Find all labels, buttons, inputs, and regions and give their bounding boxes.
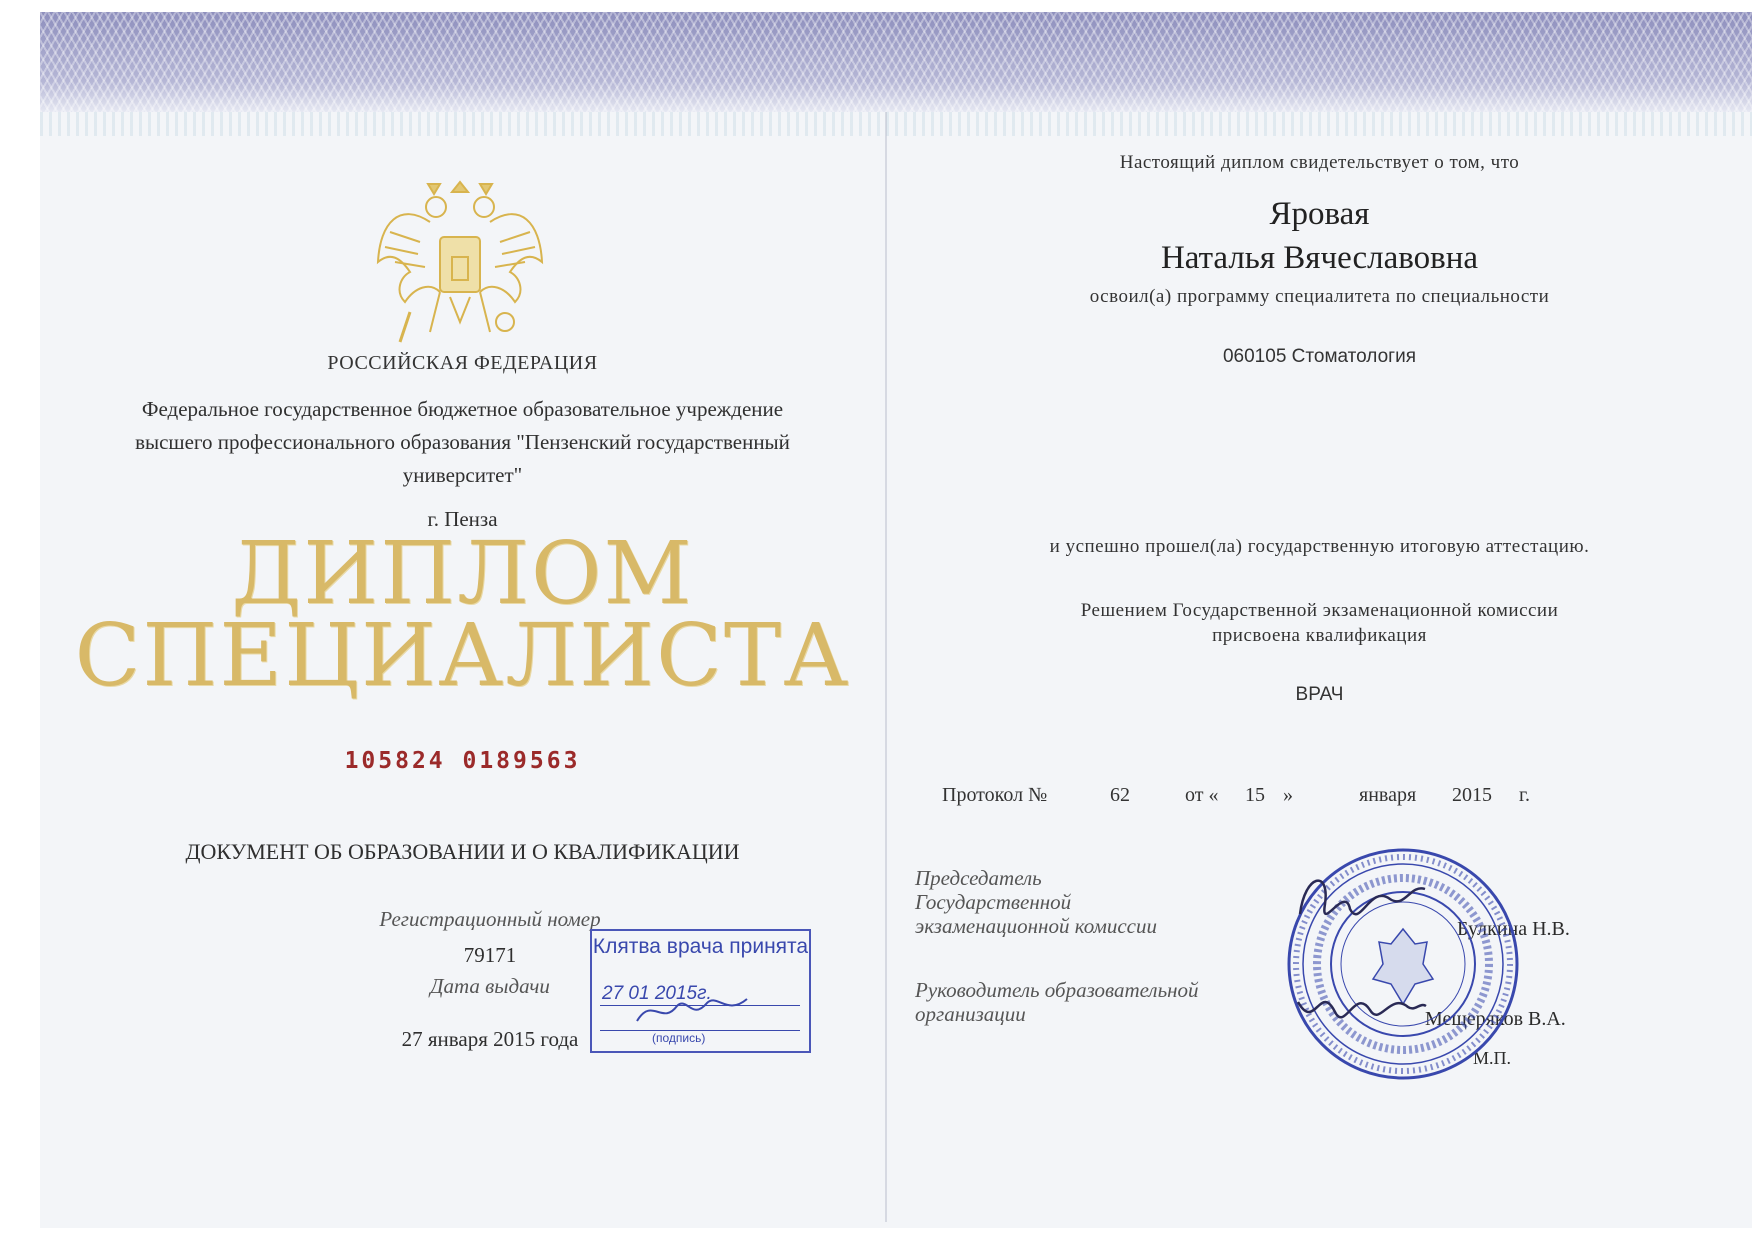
coat-of-arms-emblem-icon	[370, 162, 550, 352]
institution-line-1: Федеральное государственное бюджетное образовательное учреждение	[141, 397, 784, 421]
protocol-month: января	[1359, 784, 1417, 806]
issue-date: 27 января 2015 года	[401, 1027, 579, 1051]
document-type: ДОКУМЕНТ ОБ ОБРАЗОВАНИИ И О КВАЛИФИКАЦИИ	[185, 839, 740, 864]
head-name: Мещеряков В.А.	[1425, 1008, 1566, 1030]
decorative-border-band	[40, 12, 1752, 112]
serial-number: 105824 0189563	[344, 748, 581, 774]
qualification: ВРАЧ	[1295, 684, 1344, 705]
graduate-surname: Яровая	[1269, 196, 1370, 232]
left-page	[40, 112, 885, 1222]
chair-title-line-2: Государственной	[915, 890, 1072, 914]
diploma-title-line-1: ДИПЛОМ	[231, 524, 694, 624]
program-text: освоил(а) программу специалитета по специальности	[1089, 286, 1550, 307]
protocol-close-quote: »	[1283, 784, 1293, 806]
stamp-date: 27 01 2015г.	[602, 983, 712, 1004]
stamp-header: Клятва врача принята	[592, 935, 809, 958]
chair-title-line-1: Председатель	[915, 866, 1042, 890]
certification-intro: Настоящий диплом свидетельствует о том, что	[1119, 152, 1520, 173]
decision-line-2: присвоена квалификация	[1212, 625, 1427, 646]
head-signature-icon	[1290, 972, 1430, 1052]
head-title-line-1: Руководитель образовательной	[915, 978, 1199, 1002]
diploma-document	[40, 12, 1752, 1228]
decision-line-1: Решением Государственной экзаменационной комиссии	[1080, 600, 1559, 621]
oath-stamp	[590, 929, 811, 1053]
chair-name: Булкина Н.В.	[1457, 918, 1570, 940]
stamp-signature-caption: (подпись)	[652, 1031, 706, 1045]
institution-line-3: университет"	[402, 463, 523, 487]
head-title-line-2: организации	[915, 1002, 1026, 1026]
country-name: РОССИЙСКАЯ ФЕДЕРАЦИЯ	[327, 352, 598, 374]
registration-number: 79171	[463, 943, 517, 967]
issue-date-label: Дата выдачи	[430, 974, 550, 998]
institution-line-2: высшего профессионального образования "Пензенский государственный	[135, 430, 790, 454]
diploma-title-line-2: СПЕЦИАЛИСТА	[74, 606, 851, 706]
specialty: 060105 Стоматология	[1222, 346, 1416, 367]
chair-title-line-3: экзаменационной комиссии	[915, 914, 1157, 938]
graduate-name: Наталья Вячеславовна	[1160, 240, 1479, 276]
attestation-text: и успешно прошел(ла) государственную итоговую аттестацию.	[1049, 536, 1590, 557]
protocol-line	[887, 784, 1752, 814]
protocol-from-label: от «	[1185, 784, 1219, 806]
seal-place-mark: М.П.	[1473, 1048, 1512, 1068]
protocol-year: 2015	[1452, 784, 1492, 806]
protocol-year-suffix: г.	[1519, 784, 1530, 806]
protocol-day: 15	[1245, 784, 1265, 806]
protocol-number: 62	[1110, 784, 1130, 806]
protocol-label: Протокол №	[942, 784, 1048, 806]
stamp-signature-icon	[632, 991, 752, 1031]
chair-signature-icon	[1290, 864, 1430, 944]
city: г. Пенза	[427, 507, 498, 531]
registration-label: Регистрационный номер	[379, 907, 601, 931]
